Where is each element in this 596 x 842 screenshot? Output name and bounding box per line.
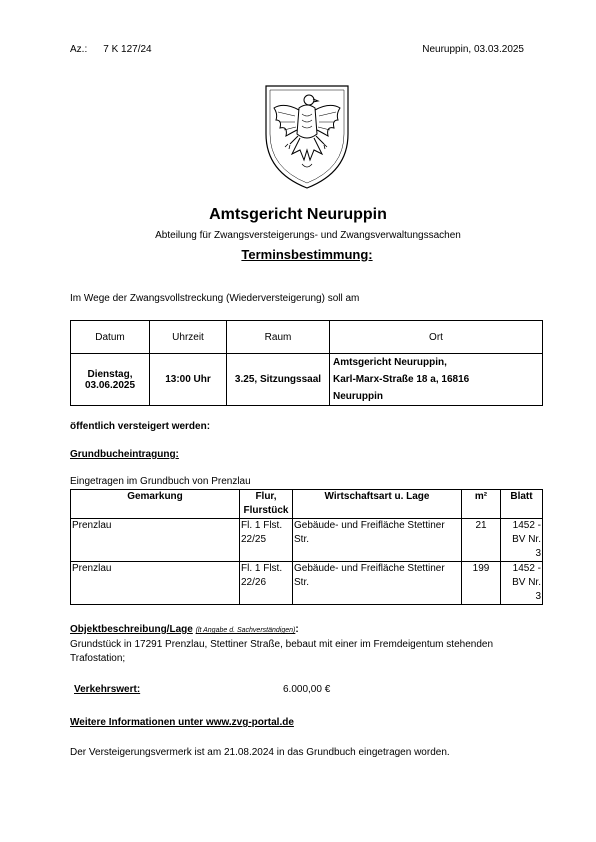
- object-heading-colon: :: [295, 624, 299, 635]
- cell-blatt-line-3: 3: [535, 548, 541, 559]
- cell-wirt-line-2: Str.: [294, 534, 310, 545]
- cell-blatt-line-2: BV Nr.: [512, 577, 541, 588]
- cell-wirt-line-1: Gebäude- und Freifläche Stettiner: [294, 520, 445, 531]
- appointment-table: [70, 320, 543, 406]
- object-heading: [70, 624, 299, 635]
- document-heading: Terminsbestimmung:: [241, 247, 373, 262]
- brandenburg-eagle-crest-icon: [262, 84, 352, 190]
- date-weekday: Dienstag,: [87, 368, 133, 380]
- date-value: 03.06.2025: [84, 379, 136, 391]
- court-title: Amtsgericht Neuruppin: [209, 206, 387, 223]
- place-date: Neuruppin, 03.03.2025: [422, 44, 524, 55]
- table-row: [71, 562, 543, 605]
- cell-flur: [240, 562, 293, 605]
- cell-blatt-line-2: BV Nr.: [512, 534, 541, 545]
- more-info-link[interactable]: Weitere Informationen unter www.zvg-portal.de: [70, 717, 294, 728]
- cell-flur-line-2: 22/25: [241, 534, 267, 545]
- header-blatt: Blatt: [501, 490, 543, 519]
- cell-blatt-line-1: 1452 -: [512, 563, 541, 574]
- object-description: Grundstück in 17291 Prenzlau, Stettiner Straße, bebaut mit einer im Fremdeigentum stehenden Trafostation;: [70, 639, 494, 664]
- place-line-3: Neuruppin: [333, 391, 383, 402]
- cell-flur-line-2: 22/26: [241, 577, 267, 588]
- cell-gemarkung: Prenzlau: [71, 519, 240, 562]
- object-heading-text: Objektbeschreibung/Lage: [70, 624, 193, 635]
- object-heading-note: (lt Angabe d. Sachverständigen): [195, 627, 296, 634]
- land-register-table: [70, 489, 543, 605]
- cell-wirt-line-1: Gebäude- und Freifläche Stettiner: [294, 563, 445, 574]
- header-wirtschaftsart: Wirtschaftsart u. Lage: [293, 490, 462, 519]
- cell-wirt-line-2: Str.: [294, 577, 310, 588]
- appointment-time: 13:00 Uhr: [150, 354, 227, 406]
- header-flur-line-2: Flurstück: [243, 505, 289, 516]
- cell-flur-line-1: Fl. 1 Flst.: [241, 563, 283, 574]
- file-number-label: Az.:: [70, 44, 88, 55]
- cell-flur: [240, 519, 293, 562]
- file-number-value: 7 K 127/24: [103, 44, 152, 55]
- header-gemarkung: Gemarkung: [71, 490, 240, 519]
- cell-blatt-line-1: 1452 -: [512, 520, 541, 531]
- auction-text: öffentlich versteigert werden:: [70, 421, 211, 432]
- cell-qm: 199: [462, 562, 501, 605]
- appointment-room: 3.25, Sitzungssaal: [227, 354, 330, 406]
- court-department: Abteilung für Zwangsversteigerungs- und Zwangsverwaltungssachen: [155, 230, 461, 241]
- header-room: Raum: [227, 321, 330, 354]
- cell-flur-line-1: Fl. 1 Flst.: [241, 520, 283, 531]
- cell-wirtschaftsart: [293, 519, 462, 562]
- header-qm: m²: [462, 490, 501, 519]
- table-row: [71, 519, 543, 562]
- final-note: Der Versteigerungsvermerk ist am 21.08.2024 in das Grundbuch eingetragen worden.: [70, 747, 450, 758]
- cell-blatt: [501, 519, 543, 562]
- appointment-row: [71, 354, 543, 406]
- appointment-place: [330, 354, 543, 406]
- appointment-header-row: [71, 321, 543, 354]
- place-line-2: Karl-Marx-Straße 18 a, 16816: [333, 374, 470, 385]
- header-flur-line-1: Flur,: [255, 491, 277, 502]
- appointment-date: [71, 354, 150, 406]
- header-flur: [240, 490, 293, 519]
- market-value-label: Verkehrswert:: [74, 684, 141, 695]
- intro-text: Im Wege der Zwangsvollstreckung (Wiederversteigerung) soll am: [70, 293, 360, 304]
- header-time: Uhrzeit: [150, 321, 227, 354]
- market-value: 6.000,00 €: [283, 684, 331, 695]
- place-line-1: Amtsgericht Neuruppin,: [333, 357, 447, 368]
- cell-blatt-line-3: 3: [535, 591, 541, 602]
- cell-wirtschaftsart: [293, 562, 462, 605]
- cell-gemarkung: Prenzlau: [71, 562, 240, 605]
- land-register-header-row: [71, 490, 543, 519]
- cell-blatt: [501, 562, 543, 605]
- land-register-note: Eingetragen im Grundbuch von Prenzlau: [70, 476, 251, 487]
- header-date: Datum: [71, 321, 150, 354]
- header-place: Ort: [330, 321, 543, 354]
- file-number: [70, 44, 152, 55]
- land-register-heading: Grundbucheintragung:: [70, 449, 179, 460]
- cell-qm: 21: [462, 519, 501, 562]
